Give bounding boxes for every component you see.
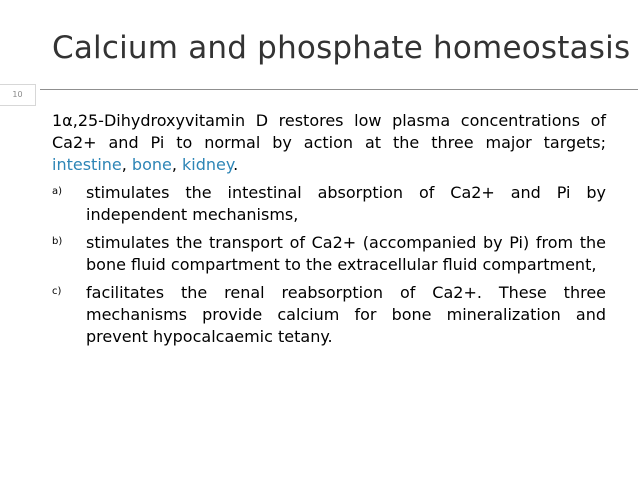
mechanism-list [52, 182, 606, 348]
list-marker: c) [52, 286, 62, 297]
intro-end: . [233, 155, 239, 174]
list-marker: a) [52, 186, 63, 197]
target-separator: , [171, 155, 183, 174]
slide-number: 10 [0, 84, 36, 106]
target-intestine: intestine [52, 155, 122, 174]
list-item [52, 182, 606, 226]
target-bone: bone [131, 155, 172, 174]
list-marker: b) [52, 236, 63, 247]
list-item-text: stimulates the intestinal absorption of Ca2+ and Pi by independent mechanisms, [86, 183, 606, 224]
target-kidney: kidney [182, 155, 234, 174]
intro-paragraph [52, 110, 606, 176]
target-separator: , [121, 155, 132, 174]
list-item [52, 232, 606, 276]
title-divider [40, 89, 638, 90]
intro-text: 1α,25-Dihydroxyvitamin D restores low plasma concentrations of Ca2+ and Pi to normal by action at the three major targets; [52, 111, 606, 152]
list-item [52, 282, 606, 348]
slide-body [52, 110, 606, 348]
list-item-text: stimulates the transport of Ca2+ (accompanied by Pi) from the bone fluid compartment to the extracellular fluid compartment, [86, 233, 606, 274]
slide-title: Calcium and phosphate homeostasis [52, 30, 631, 66]
list-item-text: facilitates the renal reabsorption of Ca2+. These three mechanisms provide calcium for bone mineralization and prevent hypocalcaemic tetany. [86, 283, 606, 346]
